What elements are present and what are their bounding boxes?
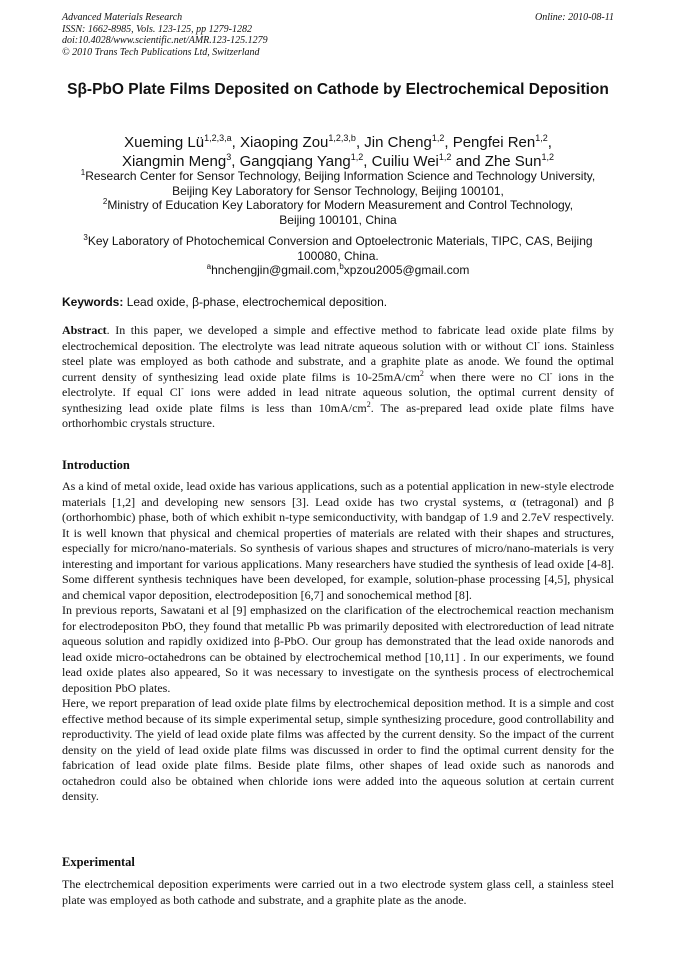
affiliation-marker: 3 <box>83 233 88 242</box>
affiliations-3-email <box>62 234 614 278</box>
author-1 <box>240 134 364 151</box>
affiliation-3-cont: 100080, China. <box>297 248 379 263</box>
affiliation-marker: 2 <box>102 197 108 206</box>
author-5 <box>240 153 372 170</box>
abstract-text: . The as-prepared lead oxide plate films have orthorhombic crystals structure. <box>62 400 614 430</box>
email-a[interactable]: hnchengjin@gmail.com, <box>211 263 340 277</box>
author-name: Cuiliu Wei <box>371 153 439 170</box>
author-7 <box>485 153 554 170</box>
abstract-sup: - <box>181 384 184 393</box>
author-sep: , <box>231 153 240 170</box>
author-4 <box>122 153 240 170</box>
intro-paragraph-1: As a kind of metal oxide, lead oxide has various applications, such as a potential application in new-style electrode materials [1,2] and developing new sensors [3]. Lead oxide has two crystal systems, α (tetragonal) and β (orthorhombic) phase, both of which exhibit n-type semiconductivity, with bandgap of 1.9 and 2.7eV respectively. It is well known that physical and chemical properties of materials are related with their shapes and structures, especially for micro/nano-materials. So synthesis of various shapes and structures of micro/nano-materials is very interesting and important for various applications. Many researchers have studied the synthesis of lead oxide [4-8]. Some different synthesis techniques have been developed, for example, solution-phase processing [4,5], physical and chemical vapor deposition, electrodeposition [6,7] and sonochemical method [8]. <box>62 479 614 602</box>
author-name: Gangqiang Yang <box>239 153 351 170</box>
author-list <box>62 133 614 171</box>
email-marker: b <box>339 262 344 271</box>
author-name: Xueming Lü <box>124 134 205 151</box>
doi-line[interactable]: doi:10.4028/www.scientific.net/AMR.123-125.1279 <box>62 35 268 46</box>
author-name: Jin Cheng <box>364 134 432 151</box>
keywords-label: Keywords: <box>62 295 124 309</box>
author-sep: and <box>451 153 485 170</box>
online-date: Online: 2010-08-11 <box>535 12 614 23</box>
abstract-sup: 2 <box>419 368 424 378</box>
paper-title: Sβ-PbO Plate Films Deposited on Cathode by Electrochemical Deposition <box>67 81 609 98</box>
author-affil: 1,2 <box>541 152 555 162</box>
intro-paragraph-2: In previous reports, Sawatani et al [9] emphasized on the clarification of the electrochemical reaction mechanism for electrodepositon PbO, they found that metallic Pb was primarily deposited with electroreduction of lead nitrate aqueous solution and rapidly oxidized into β-PbO. Our group has demonstrated that the lead oxide nanorods and lead oxide micro-octahedrons can be obtained by electrochemical method [10,11] . In our experiments, we found lead oxide plates also appeared, So it was necessary to investigate on the synthesis process of electrochemical deposition PbO plates. <box>62 603 614 695</box>
abstract-text: when there were no Cl <box>423 369 550 384</box>
abstract-paragraph <box>62 323 614 432</box>
author-affil: 1,2,3,b <box>328 133 356 143</box>
author-affil: 3 <box>226 152 232 162</box>
author-sep: , <box>444 134 453 151</box>
email-marker: a <box>206 262 212 271</box>
abstract-text: ions in the electrolyte. If equal Cl <box>62 369 614 399</box>
author-affil: 1,2 <box>350 152 364 162</box>
author-name: Xiangmin Meng <box>121 153 227 170</box>
experimental-paragraph-1: The electrchemical deposition experiments were carried out in a two electrode system glass cell, a stainless steel plate was employed as both cathode and substrate, and a graphite plate as the anode. <box>62 877 614 907</box>
affiliation-1 <box>62 169 614 184</box>
issn-line: ISSN: 1662-8985, Vols. 123-125, pp 1279-1282 <box>62 23 252 35</box>
copyright-line: © 2010 Trans Tech Publications Ltd, Switzerland <box>62 46 260 58</box>
affiliation-3 <box>62 234 614 249</box>
author-affil: 1,2 <box>438 152 452 162</box>
intro-paragraph-3: Here, we report preparation of lead oxide plate films by electrochemical deposition method. It is a simple and cost effective method because of its simple experimental setup, simple synthesizing procedure, good controllability and reproductivity. The yield of lead oxide plate films was affected by the current density. So the impact of the current density on the yield of lead oxide plate films was discussed in order to find the optimal current density for the fabrication of lead oxide plate films. Beside plate films, other shapes of lead oxide such as nanorods and octahedron could also be obtained when chloride ions were added into the aqueous solution at certain current density. <box>62 696 614 803</box>
keywords <box>62 295 614 309</box>
abstract-sup: 2 <box>366 399 371 409</box>
author-affil: 1,2 <box>431 133 445 143</box>
author-3 <box>453 134 552 151</box>
introduction-heading: Introduction <box>62 458 130 472</box>
abstract-text: . In this paper, we developed a simple and effective method to fabricate lead oxide plate films by electrochemical deposition. The electrolyte was lead nitrate aqueous solution with or without Cl <box>62 323 614 353</box>
affiliation-text: Key Laboratory of Photochemical Conversion and Optoelectronic Materials, TIPC, CAS, Beijing <box>87 234 593 248</box>
abstract-sup: - <box>549 368 553 378</box>
abstract-text: ions were added in lead nitrate aqueous solution, the optimal current density of synthesizing lead oxide plate films is less than 10mA/cm <box>62 385 614 415</box>
abstract-label: Abstract <box>62 323 107 337</box>
author-affil: 1,2,3,a <box>204 133 232 143</box>
author-affil: 1,2 <box>535 133 548 143</box>
affiliation-2 <box>62 198 614 213</box>
affiliation-text: Ministry of Education Key Laboratory for Modern Measurement and Control Technology, <box>107 198 574 212</box>
affiliation-marker: 1 <box>80 168 86 177</box>
author-name: Xiaoping Zou <box>240 134 329 151</box>
author-name: Zhe Sun <box>484 153 542 170</box>
affiliation-text: Research Center for Sensor Technology, Beijing Information Science and Technology University, <box>85 169 596 183</box>
email-b[interactable]: xpzou2005@gmail.com <box>343 263 470 277</box>
email-line <box>62 263 614 278</box>
experimental-body <box>62 877 614 908</box>
affiliation-2-cont: Beijing 100101, China <box>279 212 397 227</box>
author-name: Pengfei Ren <box>452 134 536 151</box>
author-0 <box>124 134 240 151</box>
journal-header <box>62 12 614 58</box>
experimental-heading: Experimental <box>62 855 135 869</box>
keywords-text: Lead oxide, β-phase, electrochemical deposition. <box>126 295 388 309</box>
author-sep: , <box>355 134 365 151</box>
affiliation-1-cont: Beijing Key Laboratory for Sensor Technology, Beijing 100101, <box>172 183 504 198</box>
introduction-body <box>62 479 614 805</box>
author-6 <box>372 153 485 170</box>
affiliations-1-2 <box>62 169 614 227</box>
author-2 <box>364 134 452 151</box>
journal-name: Advanced Materials Research <box>62 12 183 23</box>
author-sep: , <box>363 153 372 170</box>
abstract <box>62 323 614 432</box>
abstract-sup: - <box>537 337 540 347</box>
author-sep: , <box>547 134 552 151</box>
abstract-text: ions. Stainless steel plate was employed as both cathode and substrate, and a graphite plate as anode. We found the optimal current density of synthesizing lead oxide plate films is 10-25mA/cm <box>62 338 615 384</box>
author-sep: , <box>231 134 240 151</box>
